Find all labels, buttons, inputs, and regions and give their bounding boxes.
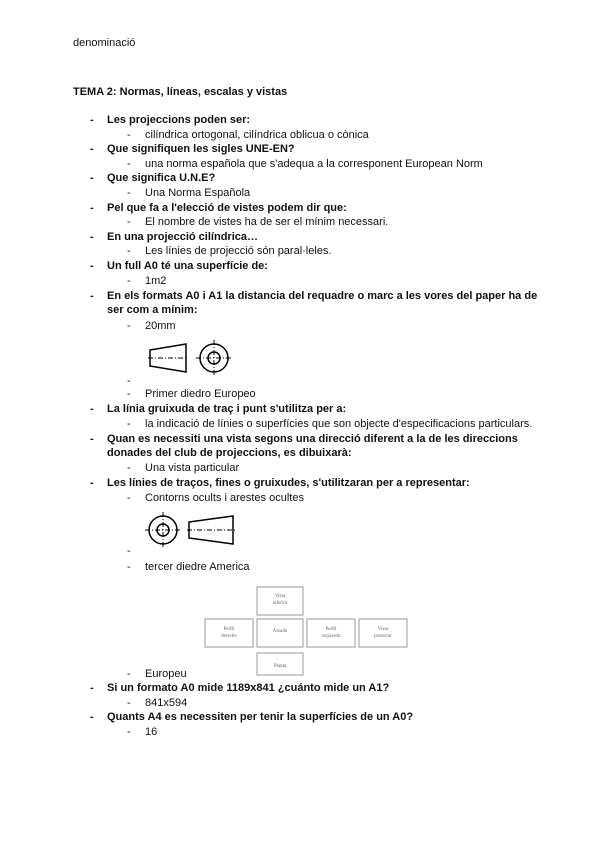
question-9-line-1: Quan es necessiti una vista segons una direcció diferent a la de les direccions [107, 433, 518, 445]
answer-10: Contorns ocults i arestes ocultes [145, 492, 304, 504]
bullet: - [127, 216, 131, 228]
question-4: Pel que fa a l'elecció de vistes podem dir que: [107, 202, 347, 214]
document-header: denominació [73, 37, 136, 49]
bullet: - [127, 561, 131, 573]
bullet: - [127, 726, 131, 738]
bullet: - [127, 545, 131, 557]
bullet: - [127, 375, 131, 387]
bullet: - [90, 172, 94, 184]
question-6: Un full A0 té una superfície de: [107, 260, 268, 272]
bullet: - [127, 697, 131, 709]
answer-10-extra: tercer diedre America [145, 561, 250, 573]
bullet: - [90, 231, 94, 243]
bullet: - [127, 668, 131, 680]
answer-12: 16 [145, 726, 158, 738]
answer-7: 20mm [145, 320, 176, 332]
bullet: - [90, 711, 94, 723]
question-2: Que signifiquen les sigles UNE-EN? [107, 143, 295, 155]
answer-2: una norma española que s'adequa a la corresponent European Norm [145, 158, 483, 170]
answer-6: 1m2 [145, 275, 167, 287]
answer-3: Una Norma Española [145, 187, 251, 199]
answer-8: la indicació de línies o superfícies que son objecte d'especificacions particulars. [145, 418, 533, 430]
view-right-label-2: izquierdo [321, 634, 341, 639]
bullet: - [90, 403, 94, 415]
bullet: - [127, 320, 131, 332]
first-angle-projection-symbol [148, 340, 240, 376]
answer-5: Les línies de projecció són paral·leles. [145, 245, 332, 257]
standard-views-diagram [205, 587, 410, 682]
question-1: Les projeccions poden ser: [107, 114, 251, 126]
view-bottom-label: Planta [273, 664, 287, 669]
third-angle-projection-symbol [145, 512, 237, 548]
answer-9: Una vista particular [145, 462, 240, 474]
bullet: - [127, 187, 131, 199]
bullet: - [90, 477, 94, 489]
bullet: - [127, 418, 131, 430]
view-left-label-2: derecho [221, 634, 237, 639]
answer-1: cilíndrica ortogonal, cilíndrica oblicua o cònica [145, 129, 369, 141]
bullet: - [90, 114, 94, 126]
question-12: Quants A4 es necessiten per tenir la superfícies de un A0? [107, 711, 414, 723]
answer-4: El nombre de vistes ha de ser el mínim necessari. [145, 216, 389, 228]
question-7-line-2: ser com a mínim: [107, 304, 198, 316]
bullet: - [90, 143, 94, 155]
document-title: TEMA 2: Normas, líneas, escalas y vistas [73, 86, 288, 98]
answer-7-extra: Primer diedro Europeo [145, 388, 256, 400]
question-9-line-2: donades del club de projeccions, es dibuixarà: [107, 447, 352, 459]
bullet: - [127, 462, 131, 474]
bullet: - [90, 260, 94, 272]
bullet: - [90, 433, 94, 445]
view-left-label-1: Perfil [223, 627, 235, 632]
bullet: - [127, 492, 131, 504]
view-back-label-1: Vista [377, 627, 389, 632]
bullet: - [127, 388, 131, 400]
bullet: - [127, 129, 131, 141]
bullet: - [90, 202, 94, 214]
bullet: - [90, 290, 94, 302]
answer-10-extra-2: Europeu [145, 668, 187, 680]
question-3: Que significa U.N.E? [107, 172, 216, 184]
view-back-label-2: posterior [374, 634, 392, 639]
view-center-label: Alzado [272, 629, 288, 634]
question-11: Si un formato A0 mide 1189x841 ¿cuánto mide un A1? [107, 682, 390, 694]
question-10: Les línies de traços, fines o gruixudes, s'utilitzaran per a representar: [107, 477, 470, 489]
question-5: En una projecció cilíndrica… [107, 231, 258, 243]
view-right-label-1: Perfil [325, 627, 337, 632]
answer-11: 841x594 [145, 697, 188, 709]
bullet: - [127, 158, 131, 170]
bullet: - [127, 275, 131, 287]
bullet: - [90, 682, 94, 694]
view-top-label-2: inferior [272, 601, 288, 606]
bullet: - [127, 245, 131, 257]
question-7-line-1: En els formats A0 i A1 la distancia del requadre o marc a les vores del paper ha de [107, 290, 538, 302]
view-top-label-1: Vista [274, 594, 286, 599]
question-8: La línia gruixuda de traç i punt s'utilitza per a: [107, 403, 347, 415]
